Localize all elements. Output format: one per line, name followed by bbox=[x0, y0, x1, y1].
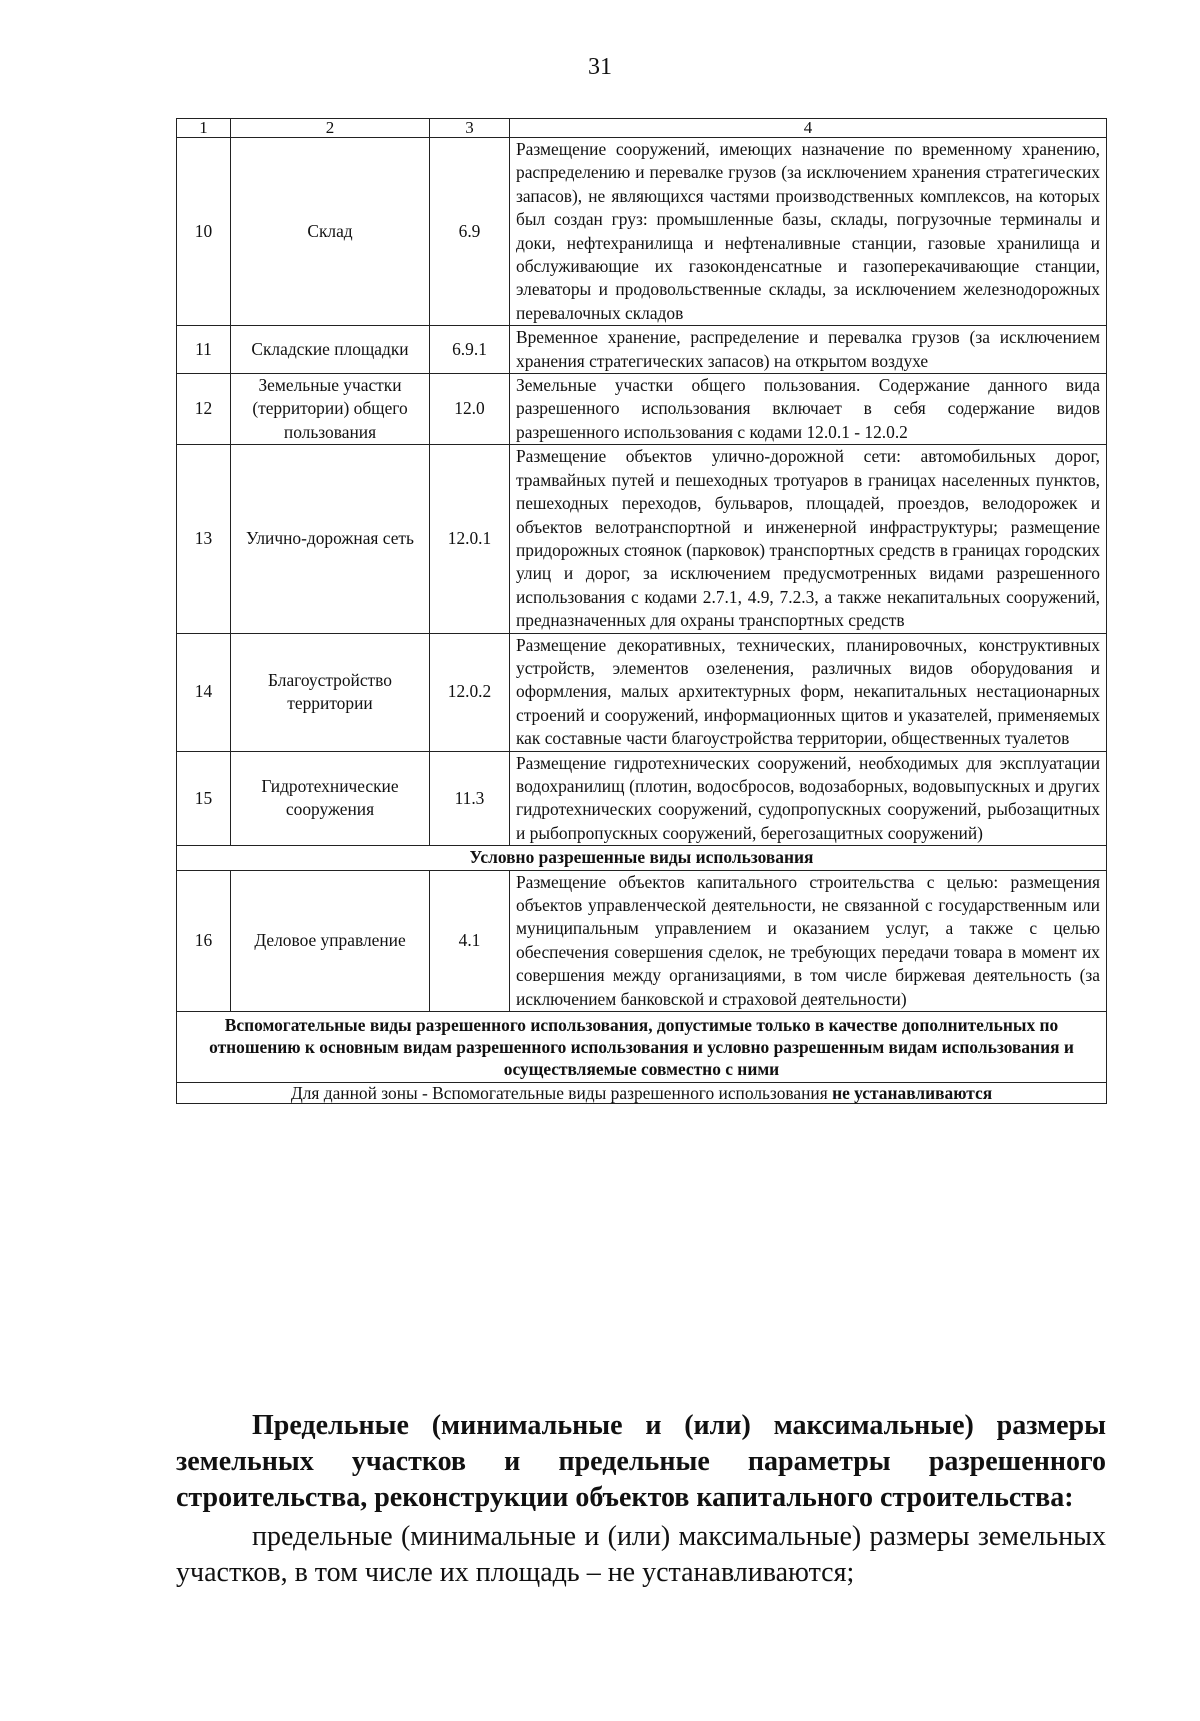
land-use-table-container bbox=[176, 118, 1106, 1104]
row-name-cell: Гидротехнические сооружения bbox=[231, 751, 430, 846]
row-code-cell: 12.0 bbox=[430, 374, 510, 445]
row-description-cell: Временное хранение, распределение и перевалка грузов (за исключением хранения стратегических запасов) на открытом воздухе bbox=[510, 326, 1107, 374]
row-number-cell: 16 bbox=[177, 870, 231, 1011]
row-number-cell: 11 bbox=[177, 326, 231, 374]
column-header: 1 bbox=[177, 119, 231, 138]
section-heading: Предельные (минимальные и (или) максимальные) размеры земельных участков и предельные параметры разрешенного строительства, реконструкции объектов капитального строительства: bbox=[176, 1410, 1106, 1513]
row-description-cell: Размещение декоративных, технических, планировочных, конструктивных устройств, элементов озеленения, различных видов оборудования и оформления, малых архитектурных форм, некапитальных нестационарных строений и сооружений, информационных щитов и указателей, применяемых как составные части благоустройства территории, общественных туалетов bbox=[510, 633, 1107, 751]
row-code-cell: 12.0.1 bbox=[430, 445, 510, 633]
row-code-cell: 12.0.2 bbox=[430, 633, 510, 751]
row-name-cell: Улично-дорожная сеть bbox=[231, 445, 430, 633]
table-header-row bbox=[177, 119, 1107, 138]
note-bold-text: не устанавливаются bbox=[832, 1083, 993, 1104]
table-body bbox=[177, 119, 1107, 1104]
table-row bbox=[177, 633, 1107, 751]
row-number-cell: 10 bbox=[177, 138, 231, 326]
column-header: 3 bbox=[430, 119, 510, 138]
row-code-cell: 6.9 bbox=[430, 138, 510, 326]
table-row bbox=[177, 751, 1107, 846]
row-description-cell: Размещение сооружений, имеющих назначение по временному хранению, распределению и перевалке грузов (за исключением хранения стратегических запасов), не являющихся частями производственных комплексов, на которых был создан груз: промышленные базы, склады, погрузочные терминалы и доки, нефтехранилища и нефтеналивные станции, газовые хранилища и обслуживающие их газоконденсатные и газоперекачивающие станции, элеваторы и продовольственные склады, за исключением железнодорожных перевалочных складов bbox=[510, 138, 1107, 326]
table-row bbox=[177, 374, 1107, 445]
row-description-cell: Размещение объектов капитального строительства с целью: размещения объектов управленческой деятельности, не связанной с государственным или муниципальным управлением и оказанием услуг, а также с целью обеспечения совершения сделок, не требующих передачи товара в момент их совершения между организациями, в том числе биржевая деятельность (за исключением банковской и страховой деятельности) bbox=[510, 870, 1107, 1011]
row-number-cell: 13 bbox=[177, 445, 231, 633]
section-row-auxiliary bbox=[177, 1012, 1107, 1083]
row-code-cell: 4.1 bbox=[430, 870, 510, 1011]
row-description-cell: Размещение гидротехнических сооружений, необходимых для эксплуатации водохранилищ (плотин, водосбросов, водозаборных, водовыпускных и других гидротехнических сооружений, судопропускных сооружений, рыбозащитных и рыбопропускных сооружений, берегозащитных сооружений) bbox=[510, 751, 1107, 846]
row-number-cell: 12 bbox=[177, 374, 231, 445]
row-code-cell: 11.3 bbox=[430, 751, 510, 846]
column-header: 4 bbox=[510, 119, 1107, 138]
row-number-cell: 15 bbox=[177, 751, 231, 846]
note-row bbox=[177, 1083, 1107, 1104]
table-row bbox=[177, 445, 1107, 633]
row-name-cell: Складские площадки bbox=[231, 326, 430, 374]
section-title-auxiliary: Вспомогательные виды разрешенного использования, допустимые только в качестве дополнительных по отношению к основным видам разрешенного использования и условно разрешенным видам использования и осуществляемые совместно с ними bbox=[177, 1012, 1107, 1083]
body-paragraph: предельные (минимальные и (или) максимальные) размеры земельных участков, в том числе их площадь – не устанавливаются; bbox=[176, 1521, 1106, 1588]
section-row-conditional bbox=[177, 846, 1107, 870]
page-number: 31 bbox=[588, 54, 612, 80]
row-name-cell: Благоустройство территории bbox=[231, 633, 430, 751]
row-code-cell: 6.9.1 bbox=[430, 326, 510, 374]
section-title-conditional: Условно разрешенные виды использования bbox=[177, 846, 1107, 870]
land-use-table bbox=[176, 118, 1107, 1104]
note-text: Для данной зоны - Вспомогательные виды разрешенного использования bbox=[290, 1083, 833, 1104]
table-row bbox=[177, 326, 1107, 374]
table-row bbox=[177, 870, 1107, 1011]
row-name-cell: Земельные участки (территории) общего пользования bbox=[231, 374, 430, 445]
row-name-cell: Склад bbox=[231, 138, 430, 326]
row-name-cell: Деловое управление bbox=[231, 870, 430, 1011]
column-header: 2 bbox=[231, 119, 430, 138]
table-row bbox=[177, 138, 1107, 326]
note-cell bbox=[177, 1083, 1107, 1104]
row-number-cell: 14 bbox=[177, 633, 231, 751]
row-description-cell: Размещение объектов улично-дорожной сети: автомобильных дорог, трамвайных путей и пешеходных тротуаров в границах населенных пунктов, пешеходных переходов, бульваров, площадей, проездов, велодорожек и объектов велотранспортной и инженерной инфраструктуры; размещение придорожных стоянок (парковок) транспортных средств в границах городских улиц и дорог, за исключением предусмотренных видами разрешенного использования с кодами 2.7.1, 4.9, 7.2.3, а также некапитальных сооружений, предназначенных для охраны транспортных средств bbox=[510, 445, 1107, 633]
row-description-cell: Земельные участки общего пользования. Содержание данного вида разрешенного использования включает в себя содержание видов разрешенного использования с кодами 12.0.1 - 12.0.2 bbox=[510, 374, 1107, 445]
